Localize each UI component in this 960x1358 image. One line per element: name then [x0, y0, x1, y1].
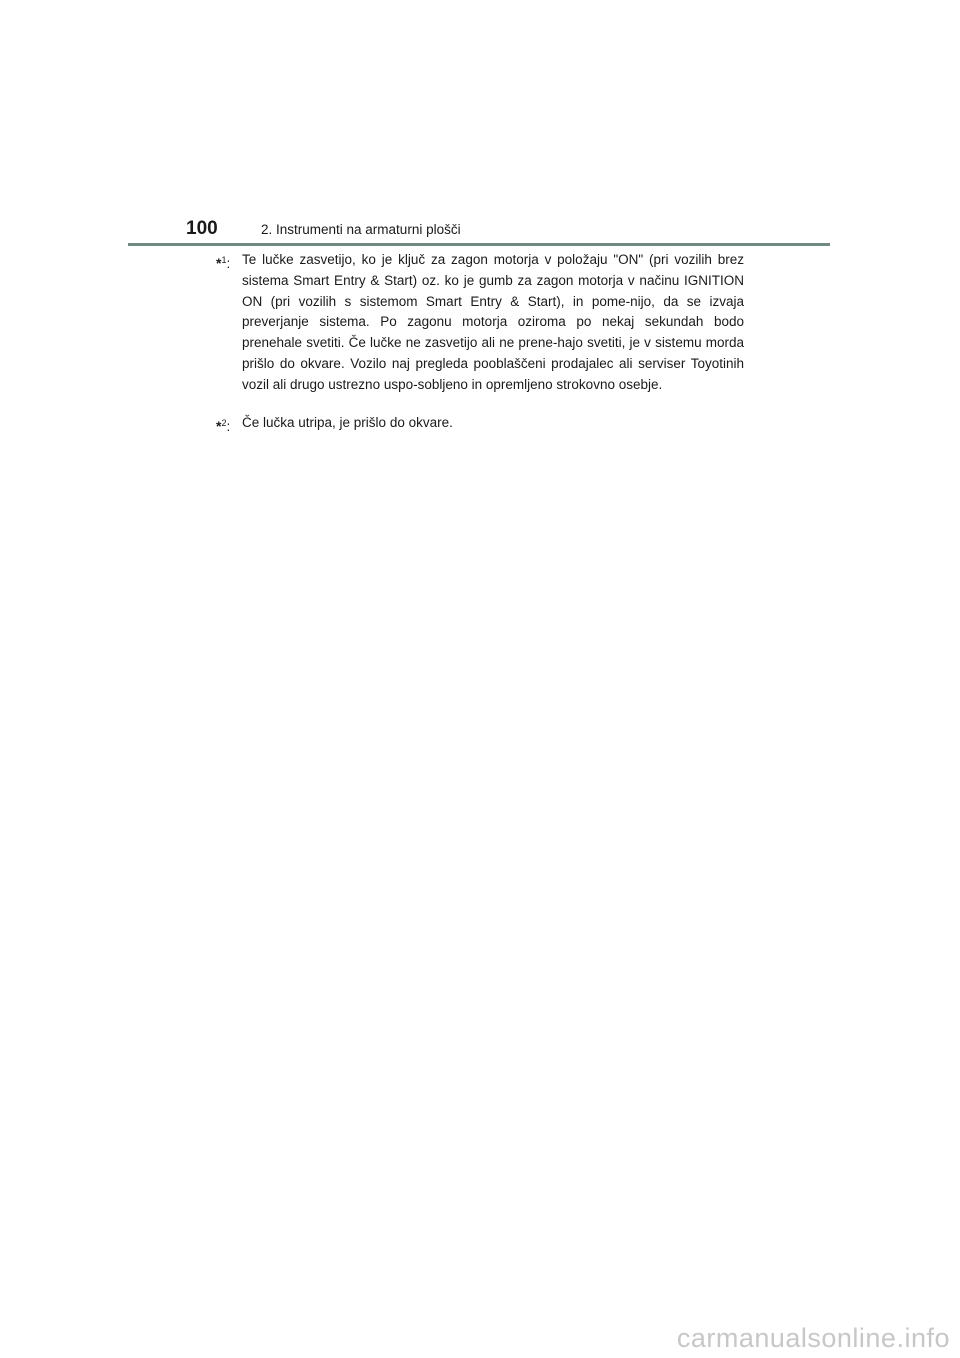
footnote-asterisk: * — [216, 418, 222, 434]
page-number: 100 — [186, 218, 218, 239]
footnote-2 — [216, 413, 744, 434]
footnote-1-marker — [216, 250, 230, 275]
footnote-number: 2 — [221, 418, 227, 428]
footnote-2-marker — [216, 413, 230, 438]
footnote-2-text: Če lučka utripa, je prišlo do okvare. — [242, 415, 453, 430]
footnote-number: 1 — [221, 255, 227, 265]
footnote-colon: : — [226, 256, 231, 271]
section-title: 2. Instrumenti na armaturni plošči — [261, 222, 461, 237]
page-header — [0, 0, 960, 250]
footnote-1 — [216, 250, 744, 396]
footnote-colon: : — [226, 419, 231, 434]
watermark-text: carmanualsonline.info — [676, 1323, 950, 1353]
footnote-asterisk: * — [216, 255, 222, 271]
header-divider — [128, 243, 830, 246]
footnote-1-text: Te lučke zasvetijo, ko je ključ za zagon motorja v položaju "ON" (pri vozilih brez sistema Smart Entry & Start) oz. ko je gumb za zagon motorja v načinu IGNITION ON (pri vozilih s sistemom Smart Entry & Start), in pome-nijo, da se izvaja preverjanje sistema. Po zagonu motorja oziroma po nekaj sekundah bodo prenehale svetiti. Če lučke ne zasvetijo ali ne prene-hajo svetiti, je v sistemu morda prišlo do okvare. Vozilo naj pregleda pooblaščeni prodajalec ali serviser Toyotinih vozil ali drugo ustrezno uspo-sobljeno in opremljeno strokovno osebje. — [242, 252, 744, 392]
